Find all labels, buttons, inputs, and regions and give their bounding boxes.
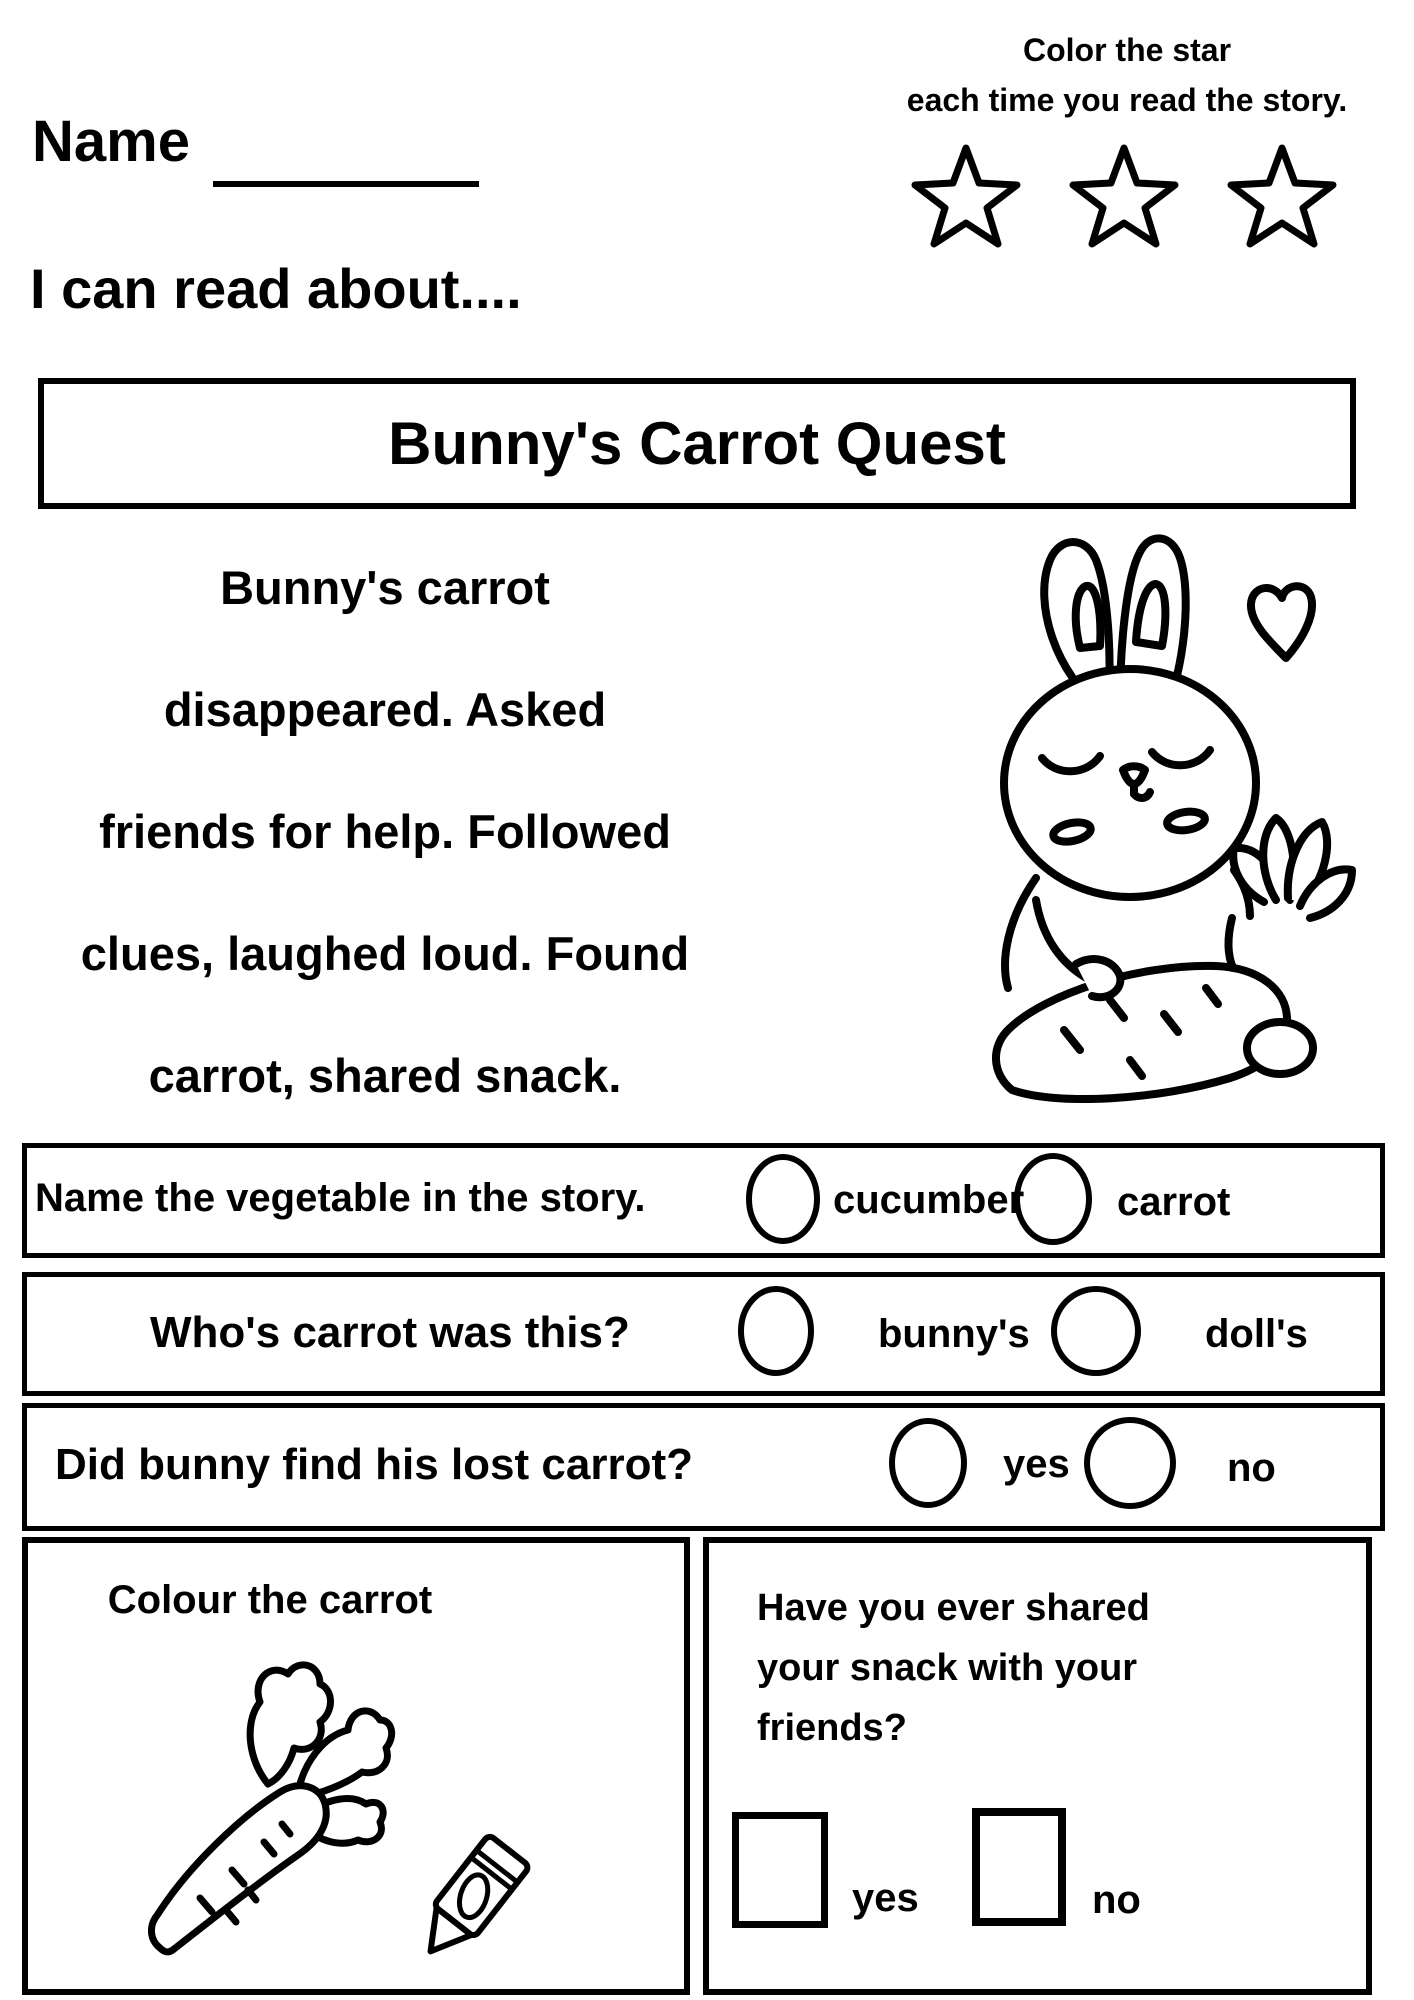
name-write-line[interactable] xyxy=(213,181,479,187)
story-line: friends for help. Followed xyxy=(99,805,671,858)
star-instruction-line2: each time you read the story. xyxy=(906,82,1348,118)
share-checkbox-yes[interactable] xyxy=(732,1812,828,1928)
answer-circle-yes[interactable] xyxy=(888,1417,968,1510)
story-title-box xyxy=(38,378,1356,509)
answer-option-label: no xyxy=(1227,1446,1276,1490)
question-label: Who's carrot was this? xyxy=(150,1308,630,1357)
answer-circle-cucumber[interactable] xyxy=(745,1153,821,1245)
share-checkbox-no[interactable] xyxy=(972,1808,1066,1926)
answer-circle-bunnys[interactable] xyxy=(737,1285,815,1377)
story-line: clues, laughed loud. Found xyxy=(80,927,690,980)
intro-label: I can read about.... xyxy=(30,257,522,320)
name-label: Name xyxy=(32,109,190,174)
story-title: Bunny's Carrot Quest xyxy=(388,410,1006,477)
reading-star-icon[interactable] xyxy=(1221,143,1343,249)
reading-star-icon[interactable] xyxy=(1063,143,1185,249)
answer-option-label: cucumber xyxy=(833,1178,1025,1222)
share-option-label: yes xyxy=(852,1876,919,1920)
colourable-carrot-illustration[interactable] xyxy=(148,1652,398,1962)
answer-option-label: carrot xyxy=(1117,1180,1231,1224)
answer-circle-carrot[interactable] xyxy=(1013,1152,1093,1246)
story-line: carrot, shared snack. xyxy=(148,1049,622,1102)
answer-option-label: yes xyxy=(1003,1442,1070,1486)
story-text xyxy=(30,527,740,1137)
answer-circle-dolls[interactable] xyxy=(1050,1285,1142,1377)
share-question-text: Have you ever shared your snack with your friends? xyxy=(757,1587,1150,1749)
bunny-hugging-carrot-illustration xyxy=(980,528,1380,1103)
answer-option-label: doll's xyxy=(1205,1312,1308,1356)
question-label: Name the vegetable in the story. xyxy=(35,1176,646,1220)
heart-icon xyxy=(1251,586,1312,658)
story-line: Bunny's carrot xyxy=(220,561,550,614)
colour-section-title: Colour the carrot xyxy=(107,1578,433,1622)
crayon-icon xyxy=(398,1812,548,1982)
share-option-label: no xyxy=(1092,1878,1141,1922)
star-instruction-line1: Color the star xyxy=(1022,32,1232,68)
reading-star-icon[interactable] xyxy=(905,143,1027,249)
story-line: disappeared. Asked xyxy=(163,683,607,736)
question-label: Did bunny find his lost carrot? xyxy=(55,1440,693,1489)
answer-option-label: bunny's xyxy=(878,1312,1030,1356)
bunny-foot xyxy=(1247,1022,1313,1074)
answer-circle-no[interactable] xyxy=(1083,1416,1177,1510)
